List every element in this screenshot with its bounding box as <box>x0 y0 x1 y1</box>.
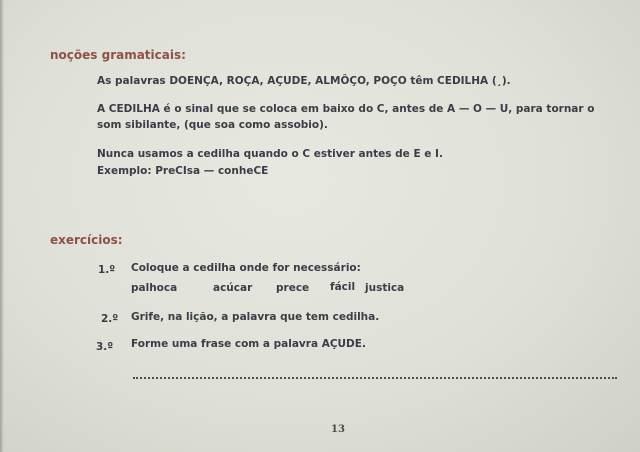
exercise-1-text: Coloque a cedilha onde for necessário: <box>131 262 361 274</box>
grammar-line-2: A CEDILHA é o sinal que se coloca em baixo do C, antes de A — O — U, para tornar o <box>97 103 595 115</box>
exercise-word-2: acúcar <box>213 282 253 294</box>
exercises-heading: exercícios: <box>50 233 123 247</box>
exercise-3-text: Forme uma frase com a palavra AÇUDE. <box>131 338 366 350</box>
grammar-line-1: As palavras DOENÇA, ROÇA, AÇUDE, ALMÔÇO, POÇO têm CEDILHA (¸). <box>97 75 511 87</box>
exercise-word-5: justica <box>365 282 405 294</box>
grammar-example: Exemplo: PreCIsa — conheCE <box>97 165 269 177</box>
exercise-word-3: prece <box>276 282 310 294</box>
exercise-3-number: 3.º <box>96 341 114 353</box>
exercise-word-4: fácil <box>330 281 356 293</box>
grammar-line-3: som sibilante, (que soa como assobio). <box>97 119 328 131</box>
exercise-2-text: Grife, na lição, a palavra que tem cedilha. <box>131 311 380 323</box>
exercise-2-number: 2.º <box>101 313 119 325</box>
grammar-heading: noções gramaticais: <box>50 48 186 62</box>
exercise-1-number: 1.º <box>98 264 116 276</box>
answer-dotted-line <box>133 377 617 379</box>
exercise-word-1: palhoca <box>131 282 178 294</box>
page-number: 13 <box>331 424 345 435</box>
grammar-line-4: Nunca usamos a cedilha quando o C estiver antes de E e I. <box>97 148 443 160</box>
page-spine-shadow <box>0 0 4 452</box>
